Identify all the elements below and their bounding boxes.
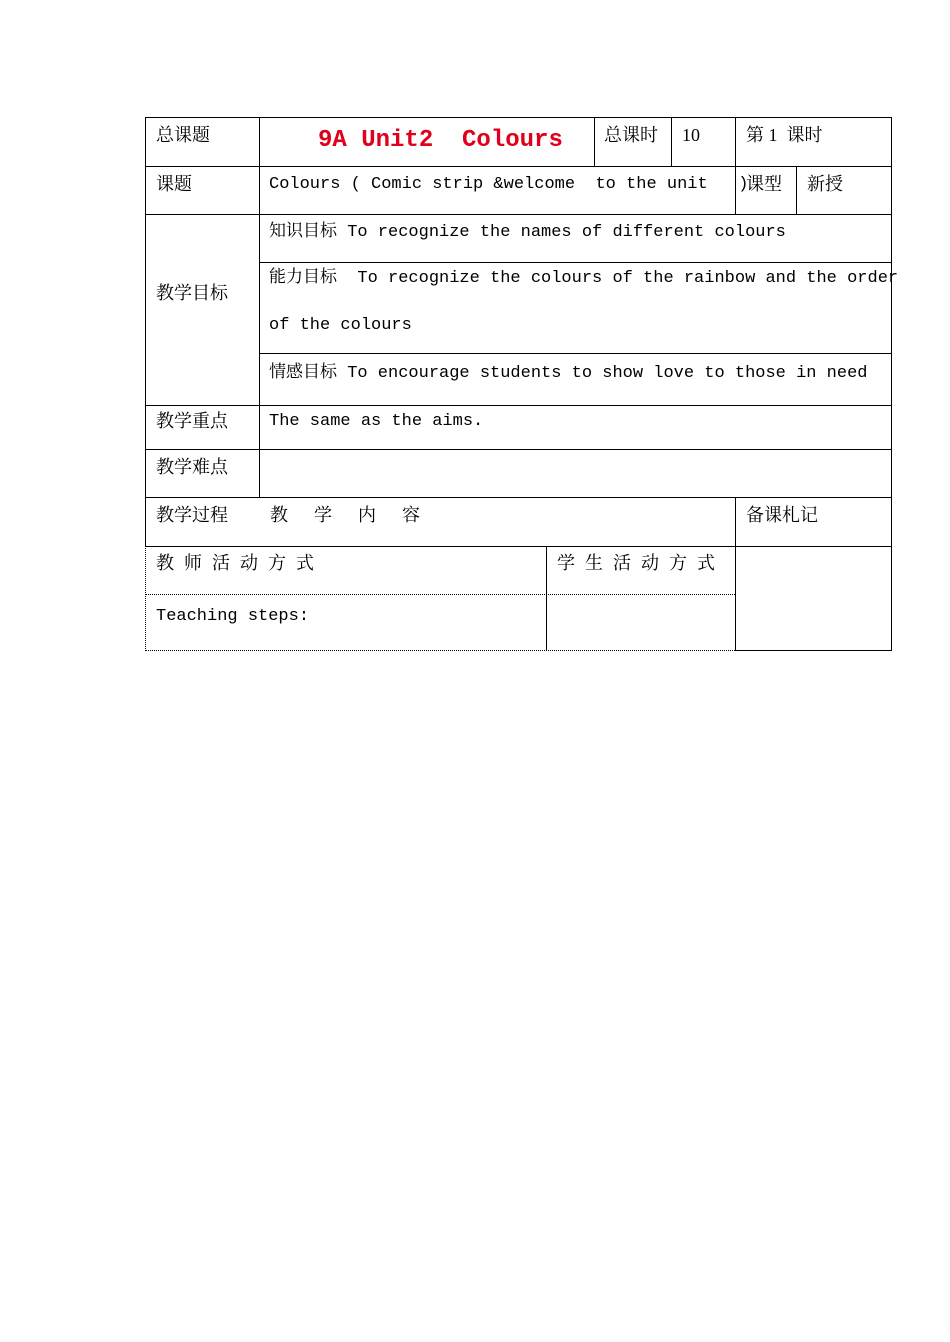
table-row-divider bbox=[145, 405, 892, 406]
lesson-title: 9A Unit2 Colours bbox=[318, 127, 563, 154]
column-divider bbox=[546, 546, 547, 651]
activity-divider bbox=[145, 594, 735, 595]
content-header: 教学内容 bbox=[270, 505, 446, 525]
table-row-divider bbox=[259, 353, 892, 354]
table-border-bottom-dotted bbox=[145, 650, 735, 651]
total-hours-value: 10 bbox=[682, 125, 700, 145]
column-divider bbox=[594, 117, 595, 166]
key-points-label: 教学重点 bbox=[156, 411, 228, 431]
table-row-divider bbox=[145, 449, 892, 450]
lesson-number: 第 1 课时 bbox=[746, 125, 823, 145]
ability-objective-line2: of the colours bbox=[269, 316, 412, 335]
lesson-type-value: 新授 bbox=[807, 174, 843, 194]
column-divider bbox=[735, 117, 736, 214]
table-row-divider bbox=[145, 166, 892, 167]
column-divider bbox=[259, 117, 260, 498]
teaching-steps: Teaching steps: bbox=[156, 607, 310, 626]
table-row-divider bbox=[145, 546, 892, 547]
student-activity-header: 学生活动方式 bbox=[557, 553, 725, 573]
table-border-top bbox=[145, 117, 892, 118]
table-border-left-dotted bbox=[145, 546, 146, 651]
table-border-left bbox=[145, 117, 146, 547]
difficulties-label: 教学难点 bbox=[156, 457, 228, 477]
knowledge-objective: 知识目标 To recognize the names of different colours bbox=[269, 223, 786, 242]
objectives-label: 教学目标 bbox=[156, 283, 228, 303]
table-border-bottom bbox=[735, 650, 892, 651]
table-border-right bbox=[891, 117, 892, 651]
lesson-type-label: 课型 bbox=[746, 174, 782, 194]
ability-objective-line1: 能力目标 To recognize the colours of the rainbow and the order bbox=[269, 269, 899, 288]
column-divider bbox=[671, 117, 672, 166]
column-divider bbox=[796, 166, 797, 214]
total-topic-label: 总课题 bbox=[156, 125, 210, 145]
key-points-value: The same as the aims. bbox=[269, 412, 484, 431]
total-hours-label: 总课时 bbox=[604, 125, 658, 145]
emotion-objective: 情感目标 To encourage students to show love to those in need bbox=[269, 364, 868, 383]
table-row-divider bbox=[145, 214, 892, 215]
teacher-activity-header: 教师活动方式 bbox=[156, 553, 324, 573]
table-row-divider bbox=[259, 262, 892, 263]
topic-label: 课题 bbox=[156, 174, 192, 194]
topic-value: Colours ( Comic strip &welcome to the unit ) bbox=[269, 175, 749, 194]
notes-header: 备课札记 bbox=[746, 505, 818, 525]
column-divider bbox=[735, 497, 736, 651]
process-label: 教学过程 bbox=[156, 505, 228, 525]
table-row-divider bbox=[145, 497, 892, 498]
